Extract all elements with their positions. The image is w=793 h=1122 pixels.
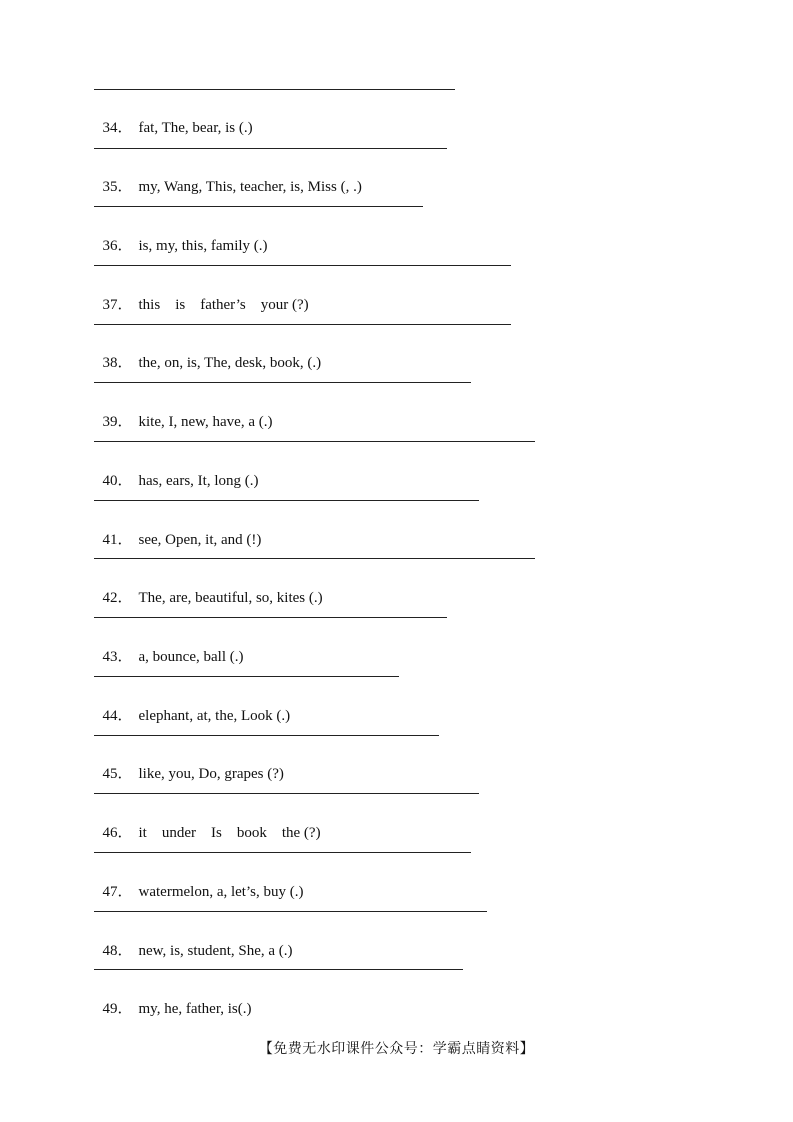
question-39 bbox=[95, 395, 272, 431]
question-40 bbox=[95, 454, 258, 490]
footer-note: 【免费无水印课件公众号：学霸点睛资料】 bbox=[258, 1041, 535, 1057]
question-number: 49． bbox=[102, 1001, 133, 1017]
answer-line-48[interactable] bbox=[94, 969, 463, 970]
question-words: new, is, student, She, a (.) bbox=[138, 943, 293, 959]
question-47 bbox=[95, 865, 303, 901]
question-words: has, ears, It, long (.) bbox=[138, 473, 259, 489]
question-35 bbox=[95, 160, 362, 196]
question-number: 45． bbox=[102, 766, 133, 782]
answer-line-45[interactable] bbox=[94, 793, 479, 794]
question-number: 35． bbox=[102, 179, 133, 195]
question-words: this is father’s your (?) bbox=[138, 297, 309, 313]
question-37 bbox=[95, 278, 309, 314]
question-number: 37． bbox=[102, 297, 133, 313]
answer-line-35[interactable] bbox=[94, 206, 423, 207]
question-words: it under Is book the (?) bbox=[138, 825, 321, 841]
answer-line-42[interactable] bbox=[94, 617, 447, 618]
question-41 bbox=[95, 513, 261, 549]
question-46 bbox=[95, 806, 321, 842]
answer-line-39[interactable] bbox=[94, 441, 535, 442]
question-number: 42． bbox=[102, 590, 133, 606]
answer-line-37[interactable] bbox=[94, 324, 511, 325]
question-number: 44． bbox=[102, 708, 133, 724]
question-number: 40． bbox=[102, 473, 133, 489]
question-42 bbox=[95, 571, 323, 607]
answer-line-38[interactable] bbox=[94, 382, 471, 383]
answer-line-36[interactable] bbox=[94, 265, 511, 266]
question-number: 41． bbox=[102, 532, 133, 548]
question-words: watermelon, a, let’s, buy (.) bbox=[138, 884, 304, 900]
question-44 bbox=[95, 689, 290, 725]
question-words: kite, I, new, have, a (.) bbox=[138, 414, 273, 430]
question-45 bbox=[95, 747, 284, 783]
answer-line-46[interactable] bbox=[94, 852, 471, 853]
question-36 bbox=[95, 219, 268, 255]
question-34 bbox=[95, 101, 253, 137]
question-38 bbox=[95, 336, 321, 372]
question-words: a, bounce, ball (.) bbox=[138, 649, 244, 665]
answer-line-33[interactable] bbox=[94, 89, 455, 90]
question-number: 36． bbox=[102, 238, 133, 254]
answer-line-47[interactable] bbox=[94, 911, 487, 912]
question-number: 47． bbox=[102, 884, 133, 900]
question-number: 43． bbox=[102, 649, 133, 665]
question-number: 38． bbox=[102, 355, 133, 371]
question-number: 39． bbox=[102, 414, 133, 430]
question-49 bbox=[95, 982, 251, 1018]
question-48 bbox=[95, 924, 293, 960]
question-words: fat, The, bear, is (.) bbox=[138, 120, 253, 136]
question-words: my, Wang, This, teacher, is, Miss (, .) bbox=[138, 179, 362, 195]
question-words: like, you, Do, grapes (?) bbox=[138, 766, 284, 782]
question-number: 48． bbox=[102, 943, 133, 959]
question-number: 46． bbox=[102, 825, 133, 841]
question-words: see, Open, it, and (!) bbox=[138, 532, 262, 548]
question-words: is, my, this, family (.) bbox=[138, 238, 268, 254]
question-43 bbox=[95, 630, 243, 666]
answer-line-43[interactable] bbox=[94, 676, 399, 677]
question-number: 34． bbox=[102, 120, 133, 136]
answer-line-34[interactable] bbox=[94, 148, 447, 149]
question-words: my, he, father, is(.) bbox=[138, 1001, 252, 1017]
question-words: elephant, at, the, Look (.) bbox=[138, 708, 291, 724]
answer-line-44[interactable] bbox=[94, 735, 439, 736]
question-words: the, on, is, The, desk, book, (.) bbox=[138, 355, 322, 371]
question-words: The, are, beautiful, so, kites (.) bbox=[138, 590, 323, 606]
answer-line-41[interactable] bbox=[94, 558, 535, 559]
answer-line-40[interactable] bbox=[94, 500, 479, 501]
